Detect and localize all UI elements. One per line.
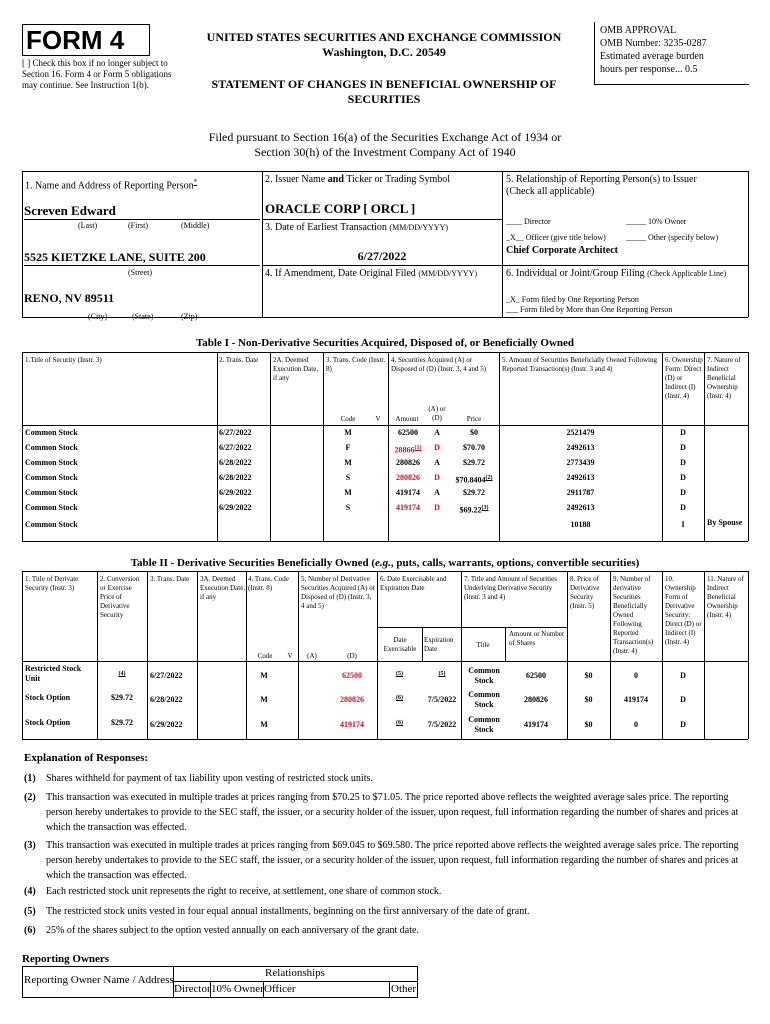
box4-label [265, 268, 477, 280]
row-exercisable-footnote: (6) [396, 695, 403, 701]
row-ownership-form: I [681, 520, 685, 529]
t2-h-code-sub: Code [257, 652, 273, 660]
row-amount-value: 280826 [396, 458, 420, 467]
t1-h-securities: 4. Securities Acquired (A) or Disposed of (D) (Instr. 3, 4 and 5) [391, 356, 487, 373]
row-amount-footnote: (1) [414, 445, 422, 451]
t1-h-nature: 7. Nature of Indirect Beneficial Ownership (Instr. 4) [707, 356, 741, 400]
row-trans-code: S [345, 473, 351, 482]
row-amount [389, 443, 427, 456]
footnote-number: (1) [24, 773, 36, 784]
row-price [449, 443, 499, 453]
row-amount [389, 458, 427, 468]
filing-one-person[interactable]: _X_ Form filed by One Reporting Person [506, 295, 639, 304]
t2-h-amount-shares: Amount or Number of Shares [509, 630, 565, 647]
box1-label [25, 176, 197, 192]
box5-sub: (Check all applicable) [506, 186, 595, 197]
row-amount-value: 62500 [398, 428, 418, 437]
box2-label-pre: 2. Issuer Name [265, 174, 328, 185]
table2-title [22, 557, 748, 570]
row-date-exercisable [377, 669, 422, 682]
table2-title-post: , puts, calls, warrants, options, convertible securities) [390, 557, 640, 569]
row-price-value: $0 [470, 428, 478, 437]
form-title: FORM 4 [26, 25, 125, 55]
explanation-title: Explanation of Responses: [24, 752, 149, 764]
relationship-officer[interactable]: _X__ Officer (give title below) [506, 233, 606, 242]
t1-h-price: Price [466, 415, 482, 423]
owners-officer: Officer [264, 983, 296, 995]
row-price-value: $29.72 [463, 488, 485, 497]
row-amount-value: 280826 [396, 473, 420, 482]
row-owned-following: 10188 [570, 520, 591, 529]
row-trans-date: 6/27/2022 [219, 428, 252, 437]
row-underlying-title: Common Stock [468, 715, 500, 734]
row-security-title: Common Stock [25, 488, 78, 497]
row-underlying-title: Common Stock [468, 690, 500, 709]
row-owned-following: 2492613 [566, 443, 595, 452]
table2-title-em: e.g. [375, 557, 391, 569]
row-price [449, 458, 499, 468]
row-security-title: Common Stock [25, 473, 78, 482]
label-first: (First) [128, 221, 148, 230]
row-trans-code: M [344, 458, 352, 467]
check-box-note[interactable]: [ ] Check this box if no longer subject to Section 16. Form 4 or Form 5 obligations may continue. See Instruction 1(b). [22, 58, 172, 90]
footnote-number: (4) [24, 886, 36, 897]
box4-format: (MM/DD/YYYY) [418, 269, 477, 278]
t1-h-title: 1.Title of Security (Instr. 3) [25, 356, 102, 364]
row-price-footnote: (3) [481, 505, 489, 511]
table1-title: Table I - Non-Derivative Securities Acquired, Disposed of, or Beneficially Owned [195, 337, 575, 349]
omb-hours: hours per response... 0.5 [600, 64, 698, 75]
row-ownership-form: D [680, 473, 686, 482]
officer-title: Chief Corporate Architect [506, 245, 619, 256]
t2-h-nature: 11. Nature of Indirect Beneficial Ownership (Instr. 4) [707, 575, 744, 619]
label-middle: (Middle) [181, 221, 210, 230]
t2-h-title: 1. Title of Derivate Security (Instr. 3) [25, 575, 79, 592]
row-derivative-price: $0 [584, 671, 593, 680]
row-underlying-shares: 62500 [526, 671, 546, 680]
footnote-text: This transaction was executed in multiple trades at prices ranging from $70.25 to $71.05. The price reported above reflects the weighted average sales price. The reporting person hereby undertakes to provide to the SEC staff, the issuer, or a security holder of the issuer, upon request, full information regarding the number of shares and prices at which the transaction was effected. [46, 792, 739, 833]
row-conversion-footnote: (4) [118, 671, 126, 677]
row-date-exercisable [377, 693, 422, 706]
filing-more-persons[interactable]: ___ Form filed by More than One Reporting Person [506, 305, 673, 314]
reporting-person-name: Screven Edward [24, 203, 116, 218]
t1-h-code-sub: Code [340, 415, 356, 423]
relationship-ten-pct-owner[interactable]: _____ 10% Owner [626, 217, 687, 226]
row-security-title: Common Stock [25, 458, 78, 467]
row-trans-date: 6/27/2022 [219, 443, 252, 452]
row-trans-date: 6/29/2022 [219, 488, 252, 497]
row-ownership-form: D [680, 695, 686, 704]
t2-h-deemed: 3A. Deemed Execution Date, if any [200, 575, 246, 601]
row-exercisable-footnote: (6) [396, 720, 403, 726]
row-trans-date: 6/28/2022 [219, 458, 252, 467]
row-trans-date: 6/29/2022 [150, 720, 183, 729]
row-underlying-shares: 280826 [524, 695, 548, 704]
box6-label [506, 268, 750, 280]
t1-h-amount: Amount [395, 415, 419, 423]
t2-h-date-ex: Date Exercisable [383, 636, 417, 653]
row-conversion-price: $29.72 [111, 693, 133, 702]
footnote-number: (6) [24, 925, 36, 936]
row-disposed: 62500 [342, 671, 362, 680]
t2-h-underlying: 7. Title and Amount of Securities Underlying Derivative Security (Instr. 3 and 4) [464, 575, 557, 601]
box2-label [265, 174, 450, 186]
t2-h-number: 5. Number of Derivative Securities Acquired (A) or Disposed of (D) (Instr. 3, 4 and 5) [301, 575, 376, 610]
row-trans-code: F [345, 443, 351, 452]
row-disposed: 280826 [340, 695, 364, 704]
box5-label [506, 174, 746, 198]
agency-city: Washington, D.C. 20549 [322, 45, 446, 59]
row-a-or-d: A [434, 488, 440, 497]
row-a-or-d: A [434, 458, 440, 467]
t2-h-date: 3. Trans. Date [150, 575, 190, 583]
omb-burden: Estimated average burden [600, 51, 704, 62]
box3-format: (MM/DD/YYYY) [389, 223, 449, 232]
row-amount [389, 503, 427, 513]
footnote-number: (3) [24, 840, 36, 851]
row-underlying-title: Common Stock [468, 666, 500, 685]
row-conversion-price [97, 669, 147, 682]
row-ownership-form: D [680, 488, 686, 497]
row-trans-code: M [260, 695, 268, 704]
issuer-name: ORACLE CORP [ ORCL ] [265, 201, 416, 216]
row-ownership-form: D [680, 671, 686, 680]
row-derivative-title: Stock Option [25, 718, 71, 727]
footnote-text: The restricted stock units vested in four equal annual installments, beginning on the first anniversary of the date of grant. [46, 906, 530, 917]
row-expiration-date: 7/5/2022 [427, 720, 457, 729]
t2-h-expiration: Expiration Date [424, 636, 454, 653]
t2-h-conversion: 2. Conversion or Exercise Price of Derivative Security [100, 575, 140, 619]
filed-pursuant-line2: Section 30(h) of the Investment Company Act of 1940 [254, 145, 516, 159]
row-disposed: 419174 [340, 720, 364, 729]
row-underlying-shares: 419174 [524, 720, 548, 729]
omb-number: OMB Number: 3235-0287 [600, 38, 707, 49]
row-trans-date: 6/27/2022 [150, 671, 183, 680]
row-trans-date: 6/29/2022 [219, 503, 252, 512]
t2-h-exercisable: 6. Date Exercisable and Expiration Date [380, 575, 447, 592]
relationship-other[interactable]: _____ Other (specify below) [626, 233, 719, 242]
footnote-text: 25% of the shares subject to the option vested annually on each anniversary of the grant date. [46, 925, 419, 936]
row-price [449, 488, 499, 498]
form-title-box [22, 24, 150, 56]
row-price-value: $70.70 [463, 443, 485, 452]
agency-name: UNITED STATES SECURITIES AND EXCHANGE COMMISSION [206, 30, 562, 44]
omb-approval: OMB APPROVAL [600, 25, 677, 36]
row-derivative-title: Stock Option [25, 693, 71, 702]
t1-h-aord: (A) or (D) [428, 405, 446, 422]
row-expiration-footnote: (5) [438, 671, 446, 677]
row-amount [389, 488, 427, 498]
box3-label [265, 222, 448, 234]
footnote-number: (2) [24, 792, 36, 803]
footnote-text: Shares withheld for payment of tax liability upon vesting of restricted stock units. [46, 773, 373, 784]
t1-h-v: V [375, 415, 381, 423]
row-owned-following: 2521479 [566, 428, 595, 437]
row-derivative-price: $0 [584, 720, 593, 729]
row-expiration-date: 7/5/2022 [427, 695, 457, 704]
row-price-value: $69.22 [459, 505, 482, 515]
box1-label-text: 1. Name and Address of Reporting Person [25, 180, 194, 192]
row-expiration-date [422, 669, 462, 682]
reporting-person-city: RENO, NV 89511 [24, 291, 115, 305]
row-ownership-form: D [680, 443, 686, 452]
row-owned-following: 2773439 [566, 458, 595, 467]
row-price-value: $29.72 [463, 458, 485, 467]
t2-h-owned: 9. Number of derivative Securities Beneficially Owned Following Reported Transaction(s) (Instr. 4) [613, 575, 654, 655]
box2-label-and: and [327, 174, 344, 185]
t2-h-price: 8. Price of Derivative Security (Instr. 5) [570, 575, 600, 610]
row-a-or-d: A [434, 428, 440, 437]
t2-h-utitle: Title [476, 641, 490, 649]
row-nature: By Spouse [707, 518, 743, 527]
reporting-person-street: 5525 KIETZKE LANE, SUITE 200 [24, 250, 206, 264]
row-trans-code: M [260, 671, 268, 680]
row-owned-following: 2492613 [566, 473, 595, 482]
row-derivative-price: $0 [584, 695, 593, 704]
earliest-transaction-date: 6/27/2022 [357, 249, 407, 263]
row-price-footnote: (2) [485, 475, 493, 481]
row-trans-date: 6/28/2022 [150, 695, 183, 704]
owners-director: Director [174, 983, 211, 995]
row-security-title: Common Stock [25, 428, 78, 437]
owners-ten-pct: 10% Owner [211, 983, 264, 995]
row-a-or-d: D [434, 473, 440, 482]
row-ownership-form: D [680, 503, 686, 512]
box2-label-post: Ticker or Trading Symbol [343, 174, 451, 185]
row-trans-code: M [344, 428, 352, 437]
row-price [449, 503, 499, 516]
label-last: (Last) [78, 221, 98, 230]
row-owned-following: 0 [634, 720, 638, 729]
row-date-exercisable [377, 718, 422, 731]
row-trans-code: M [260, 720, 268, 729]
row-owned-following: 0 [634, 671, 638, 680]
owners-other: Other [391, 983, 417, 995]
t1-h-form: 6. Ownership Form: Direct (D) or Indirect (I) (Instr. 4) [665, 356, 703, 400]
row-amount-value: 419174 [396, 503, 420, 512]
owners-title: Reporting Owners [22, 953, 110, 965]
row-trans-code: S [345, 503, 351, 512]
table2-title-pre: Table II - Derivative Securities Beneficially Owned ( [130, 557, 376, 569]
t1-h-deemed: 2A. Deemed Execution Date, if any [273, 356, 319, 382]
row-security-title: Common Stock [25, 443, 78, 452]
row-amount-value: 419174 [396, 488, 420, 497]
row-price-value: $70.8404 [455, 475, 486, 485]
row-ownership-form: D [680, 428, 686, 437]
row-price [449, 473, 499, 486]
box6-label-small: (Check Applicable Line) [647, 269, 727, 278]
row-owned-following: 419174 [624, 695, 648, 704]
row-amount [389, 428, 427, 438]
t2-h-code: 4. Trans. Code (Instr. 8) [248, 575, 289, 592]
t2-h-a: (A) [307, 652, 317, 660]
filed-pursuant-line1: Filed pursuant to Section 16(a) of the Securities Exchange Act of 1934 or [208, 130, 562, 144]
row-price [449, 428, 499, 438]
owners-name-header: Reporting Owner Name / Address [24, 974, 174, 986]
row-conversion-price: $29.72 [111, 718, 133, 727]
row-ownership-form: D [680, 720, 686, 729]
row-amount [389, 473, 427, 483]
row-amount-value: 28866 [394, 445, 415, 455]
t1-h-date: 2. Trans. Date [219, 356, 259, 364]
row-owned-following: 2911787 [566, 488, 595, 497]
t2-h-form: 10. Ownership Form of Derivative Security: Direct (D) or Indirect (I) (Instr. 4) [665, 575, 702, 646]
t1-h-owned: 5. Amount of Securities Beneficially Owned Following Reported Transaction(s) (Instr. 3 and 4) [502, 356, 657, 373]
t1-h-code: 3. Trans. Code (Instr. 8) [326, 356, 386, 373]
row-security-title: Common Stock [25, 520, 78, 529]
label-city: (City) [88, 312, 108, 321]
t2-h-v: V [287, 652, 293, 660]
omb-text [600, 24, 748, 76]
row-ownership-form: D [680, 458, 686, 467]
footnote-text: Each restricted stock unit represents the right to receive, at settlement, one share of common stock. [46, 886, 442, 897]
label-state: (State) [132, 312, 154, 321]
row-derivative-title: Restricted Stock Unit [25, 664, 82, 683]
relationship-director[interactable]: ____ Director [506, 217, 551, 226]
owners-relationships: Relationships [265, 967, 325, 979]
row-owned-following: 2492613 [566, 503, 595, 512]
statement-title: STATEMENT OF CHANGES IN BENEFICIAL OWNERSHIP OF SECURITIES [211, 77, 557, 106]
box3-label-text: 3. Date of Earliest Transaction [265, 222, 387, 233]
row-security-title: Common Stock [25, 503, 78, 512]
box4-label-text: 4. If Amendment, Date Original Filed [265, 268, 416, 279]
label-street: (Street) [128, 268, 152, 277]
row-trans-code: M [344, 488, 352, 497]
t2-h-d: (D) [347, 652, 357, 660]
row-a-or-d: D [434, 443, 440, 452]
box5-label-text: 5. Relationship of Reporting Person(s) to Issuer [506, 174, 697, 185]
box1-label-mark: * [193, 178, 198, 186]
footnote-text: This transaction was executed in multiple trades at prices ranging from $69.045 to $69.580. The price reported above reflects the weighted average sales price. The reporting person hereby undertakes to provide to the SEC staff, the issuer, or a security holder of the issuer, upon request, full information regarding the number of shares and prices at which the transaction was effected. [46, 840, 739, 881]
row-trans-date: 6/28/2022 [219, 473, 252, 482]
label-zip: (Zip) [181, 312, 198, 321]
row-exercisable-footnote: (5) [396, 671, 403, 677]
box6-label-text: 6. Individual or Joint/Group Filing [506, 268, 645, 279]
footnote-number: (5) [24, 906, 36, 917]
row-a-or-d: D [434, 503, 440, 512]
